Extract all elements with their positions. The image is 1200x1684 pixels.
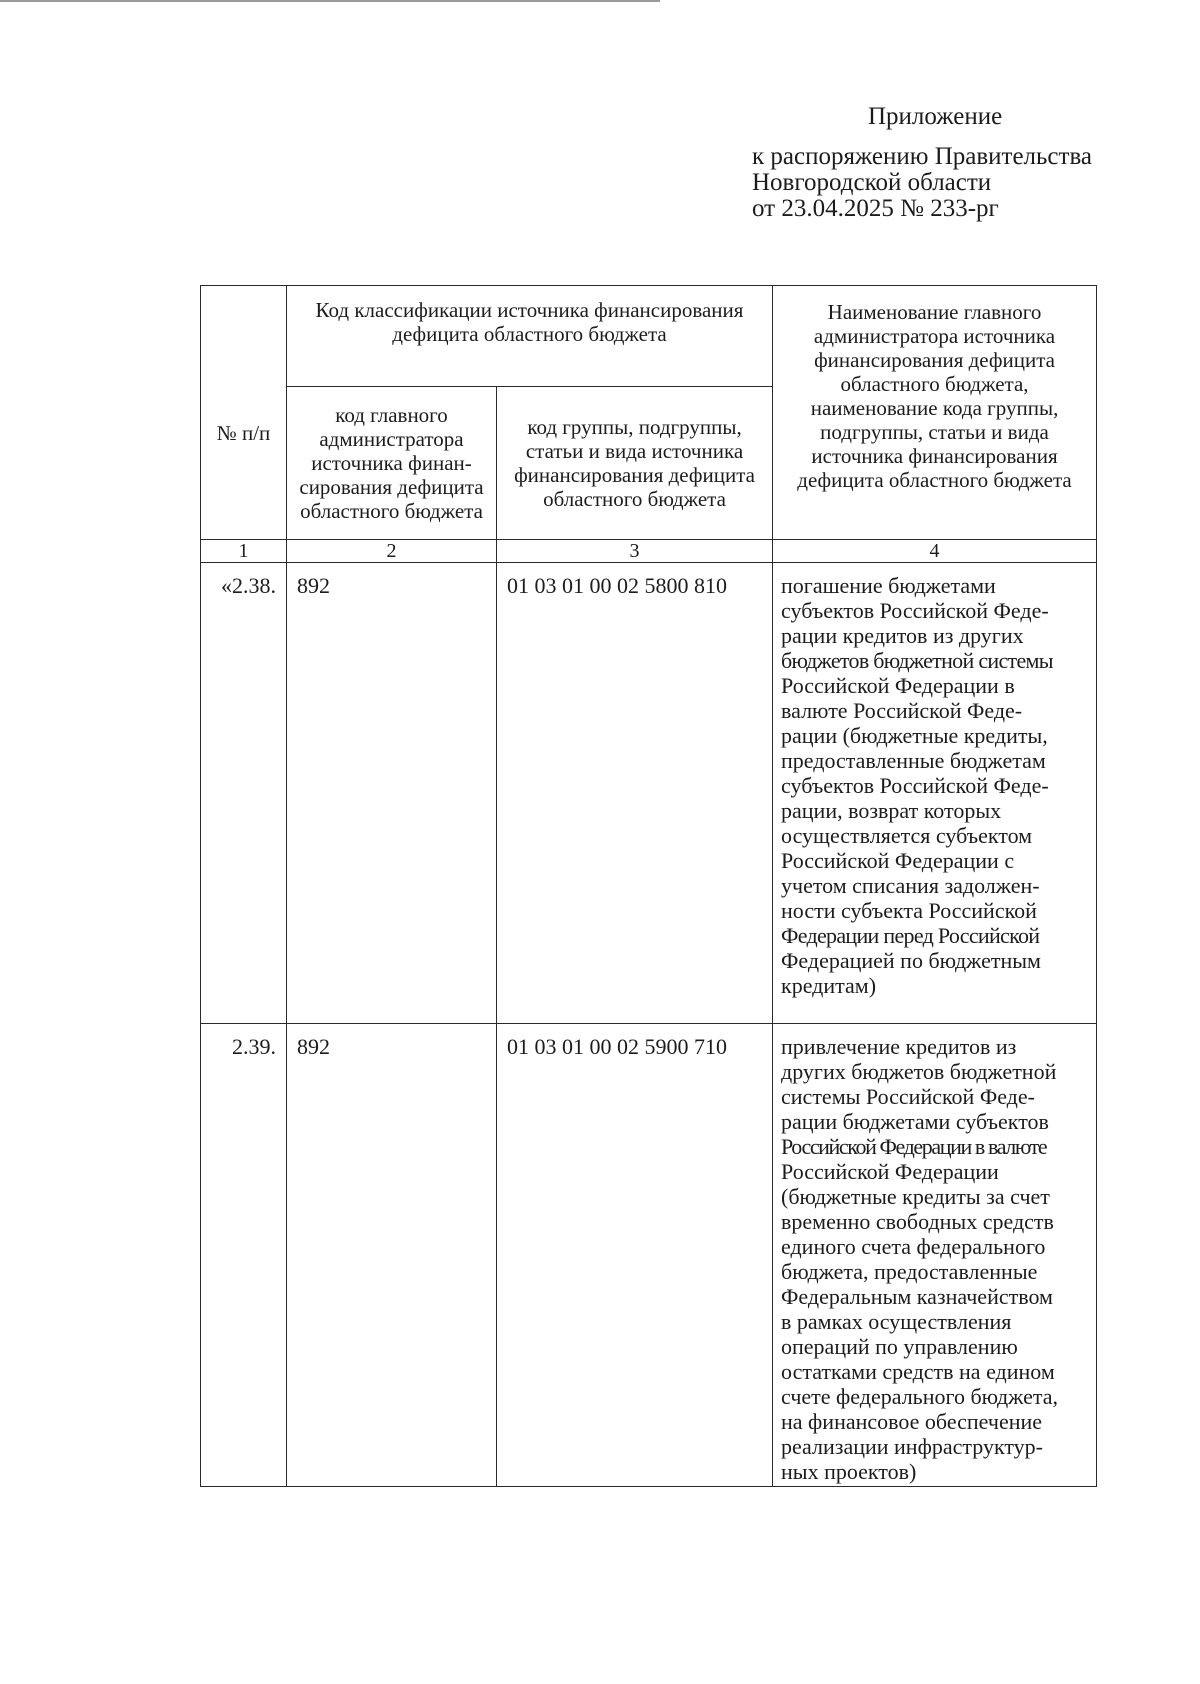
name-line: бюджета, предоставленные — [781, 1259, 1038, 1284]
name-line: Российской Федерации — [781, 1159, 999, 1184]
name-line: операций по управлению — [781, 1334, 1018, 1359]
name-line: (бюджетные кредиты за счет — [781, 1184, 1050, 1209]
table-row — [201, 563, 1097, 1024]
table-row — [201, 1024, 1097, 1487]
header-classification-group — [287, 286, 773, 387]
row-number: «2.38. — [201, 563, 287, 1024]
name-line: валюте Российской Феде- — [781, 698, 1023, 723]
name-line: Российской Федерации в валюте — [781, 1134, 1047, 1159]
column-number-4: 4 — [773, 540, 1097, 563]
appendix-line-3: от 23.04.2025 № 233-рг — [752, 195, 999, 222]
name-line: бюджетов бюджетной системы — [781, 648, 1053, 673]
sources-table — [200, 285, 1097, 1487]
name-line: рации бюджетами субъектов — [781, 1109, 1049, 1134]
appendix-line-2: Новгородской области — [752, 169, 992, 196]
name-line: временно свободных средств — [781, 1209, 1054, 1234]
name-cell — [773, 563, 1097, 1024]
admin-code-cell: 892 — [287, 1024, 497, 1487]
name-line: других бюджетов бюджетной — [781, 1059, 1057, 1084]
name-line: рации (бюджетные кредиты, — [781, 723, 1048, 748]
name-line: погашение бюджетами — [781, 573, 996, 598]
name-line: осуществляется субъектом — [781, 823, 1033, 848]
row-number: 2.39. — [201, 1024, 287, 1487]
name-line: ных проектов) — [781, 1459, 917, 1484]
header-admin-code-label: код главного администратора источника финан-сирования дефицита областного бюджета — [299, 403, 484, 523]
column-number-2: 2 — [287, 540, 497, 563]
header-number-label: № п/п — [216, 420, 271, 445]
name-line: субъектов Российской Феде- — [781, 598, 1049, 623]
name-line: счете федерального бюджета, — [781, 1384, 1058, 1409]
column-number-3: 3 — [497, 540, 773, 563]
name-line: остатками средств на едином — [781, 1359, 1055, 1384]
column-numbers-row — [201, 540, 1097, 563]
name-line: рации, возврат которых — [781, 798, 1002, 823]
name-line: на финансовое обеспечение — [781, 1409, 1043, 1434]
name-line: Федеральным казначейством — [781, 1284, 1053, 1309]
name-line: единого счета федерального — [781, 1234, 1046, 1259]
name-line: привлечение кредитов из — [781, 1034, 1017, 1059]
name-line: предоставленные бюджетам — [781, 748, 1046, 773]
name-line: учетом списания задолжен- — [781, 873, 1040, 898]
name-line: реализации инфраструктур- — [781, 1434, 1044, 1459]
header-source-code — [497, 387, 773, 540]
name-line: субъектов Российской Феде- — [781, 773, 1049, 798]
name-line: Российской Федерации с — [781, 848, 1015, 873]
name-cell — [773, 1024, 1097, 1487]
name-line: Федерацией по бюджетным — [781, 948, 1041, 973]
scan-edge-line — [0, 0, 660, 2]
header-number — [201, 286, 287, 540]
name-line: рации кредитов из других — [781, 623, 1024, 648]
header-source-code-label: код группы, подгруппы, статьи и вида источника финансирования дефицита областного бюджета — [514, 415, 755, 511]
appendix-line-1: к распоряжению Правительства — [752, 143, 1093, 170]
header-classification-label: Код классификации источника финансирования дефицита областного бюджета — [315, 298, 744, 346]
name-line: системы Российской Феде- — [781, 1084, 1035, 1109]
appendix-title: Приложение — [868, 103, 1003, 130]
source-code-cell: 01 03 01 00 02 5800 810 — [497, 563, 773, 1024]
header-name-label: Наименование главного администратора источника финансирования дефицита областного бюджета, наименование кода группы, подгруппы, статьи и вида источника финансирования дефицита областного бюджета — [797, 300, 1072, 492]
header-row-1 — [201, 286, 1097, 387]
name-line: в рамках осуществления — [781, 1309, 1012, 1334]
source-code-cell: 01 03 01 00 02 5900 710 — [497, 1024, 773, 1487]
admin-code-cell: 892 — [287, 563, 497, 1024]
name-line: кредитам) — [781, 973, 877, 998]
appendix-header — [752, 104, 1092, 222]
name-line: ности субъекта Российской — [781, 898, 1037, 923]
name-line: Федерации перед Российской — [781, 923, 1040, 948]
column-number-1: 1 — [201, 540, 287, 563]
name-line: Российской Федерации в — [781, 673, 1015, 698]
header-admin-code — [287, 387, 497, 540]
header-name — [773, 286, 1097, 540]
